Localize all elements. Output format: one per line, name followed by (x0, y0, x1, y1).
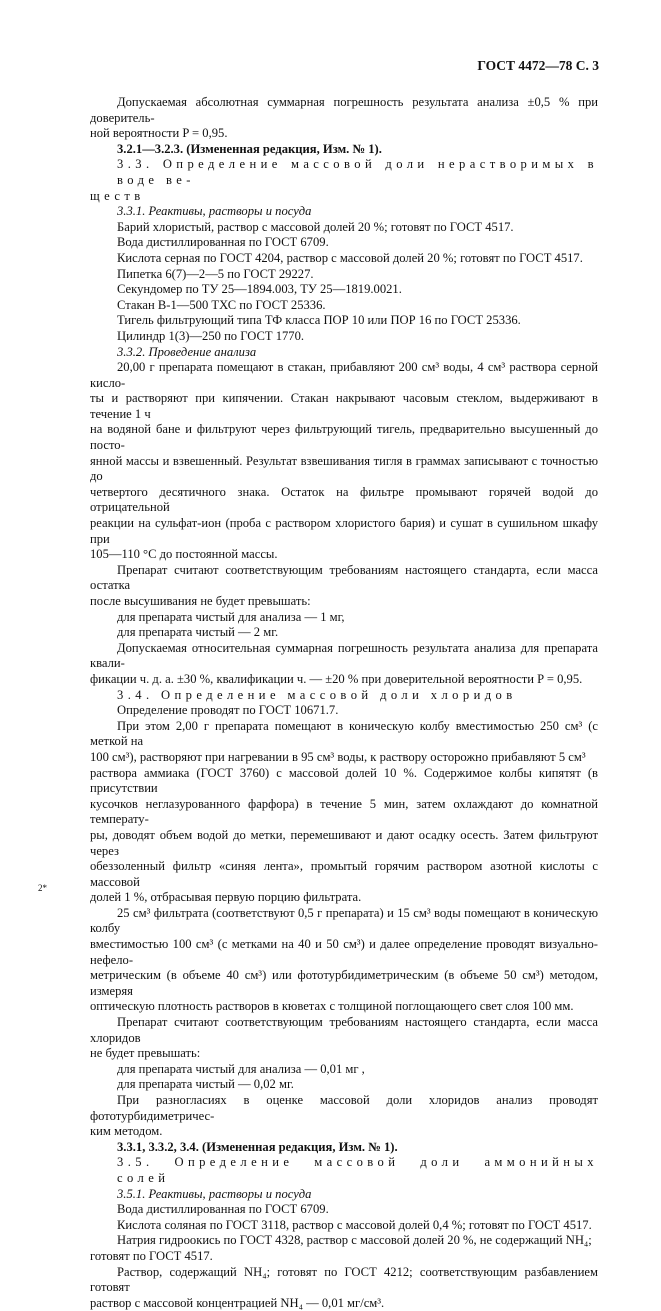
text-line: на водяной бане и фильтруют через фильтрующий тигель, предварительно высушенный до посто- (90, 422, 598, 453)
section-heading: 3.4. Определение массовой доли хлоридов (117, 687, 517, 702)
section-heading: 3.5. Определение массовой доли аммонийных солей (117, 1155, 598, 1185)
subsection-heading: 3.3.2. Проведение анализа (117, 344, 257, 359)
text-line: Секундомер по ТУ 25—1894.003, ТУ 25—1819.0021. (117, 282, 402, 297)
text-line: Кислота соляная по ГОСТ 3118, раствор с массовой долей 0,4 %; готовят по ГОСТ 4517. (117, 1217, 592, 1232)
text-line: четвертого десятичного знака. Остаток на фильтре промывают горячей водой до отрицательной (90, 484, 598, 515)
text-line: 105—110 °С до постоянной массы. (90, 547, 278, 562)
text-line: раствор с массовой концентрацией NH₄ — 0,01 мг/см³. (90, 1295, 385, 1310)
text-line: ры, доводят объем водой до метки, перемешивают и дают осадку осесть. Затем фильтруют через (90, 827, 598, 858)
text-line: для препарата чистый — 2 мг. (117, 625, 279, 640)
text-line: Препарат считают соответствующим требованиям настоящего стандарта, если масса остатка (90, 562, 598, 593)
text-line: вместимостью 100 см³ (с метками на 40 и 50 см³) и далее определение проводят визуально-нефело- (90, 937, 598, 967)
text-line: готовят по ГОСТ 4517. (90, 1248, 213, 1263)
text-line: для препарата чистый для анализа — 0,01 мг , (117, 1061, 365, 1076)
text-line: Натрия гидроокись по ГОСТ 4328, раствор с массовой долей 20 %, не содержащий NH₄; (117, 1233, 592, 1248)
text-line: долей 1 %, отбрасывая первую порцию фильтрата. (90, 890, 362, 905)
text-line: Пипетка 6(7)—2—5 по ГОСТ 29227. (117, 266, 314, 281)
text-line: 25 см³ фильтрата (соответствуют 0,5 г препарата) и 15 см³ воды помещают в коническую колбу (90, 905, 598, 936)
text-line: Допускаемая относительная суммарная погрешность результата анализа для препарата квали- (90, 640, 598, 671)
text-line: кусочков неглазурованного фарфора) в течение 5 мин, затем охлаждают до комнатной температу- (90, 796, 598, 827)
page-footer-mark: 2* (38, 883, 47, 893)
subsection-heading: 3.3.1. Реактивы, растворы и посуда (117, 204, 312, 219)
text-line: 100 см³), растворяют при нагревании в 95 см³ воды, к раствору осторожно прибавляют 5 см³ (90, 749, 586, 764)
text-line: 20,00 г препарата помещают в стакан, прибавляют 200 см³ воды, 4 см³ раствора серной кисло- (90, 360, 598, 390)
text-line: ной вероятности P = 0,95. (90, 126, 228, 141)
text-line: ты и растворяют при кипячении. Стакан накрывают часовым стеклом, выдерживают в течение 1 ч (90, 391, 598, 421)
text-line: При разногласиях в оценке массовой доли хлоридов анализ проводят фототурбидиметричес- (90, 1093, 598, 1123)
text-line: Кислота серная по ГОСТ 4204, раствор с массовой долей 20 %; готовят по ГОСТ 4517. (117, 250, 583, 265)
text-line: Вода дистиллированная по ГОСТ 6709. (117, 235, 329, 250)
text-line: Раствор, содержащий NH₄; готовят по ГОСТ 4212; соответствующим разбавлением готовят (90, 1264, 598, 1295)
text-line: обеззоленный фильтр «синяя лента», промытый горячим раствором азотной кислоты с массовой (90, 859, 598, 889)
text-line: реакции на сульфат-ион (проба с раствором хлористого бария) и сушат в сушильном шкафу при (90, 516, 598, 546)
document-body (90, 95, 598, 1311)
subsection-heading: 3.5.1. Реактивы, растворы и посуда (117, 1186, 312, 1201)
section-heading: 3.3. Определение массовой доли нерастворимых в воде ве- (117, 157, 598, 187)
text-line: Стакан В-1—500 ТХС по ГОСТ 25336. (117, 297, 326, 312)
text-line: При этом 2,00 г препарата помещают в коническую колбу вместимостью 250 см³ (с меткой на (90, 718, 598, 749)
text-line: оптическую плотность растворов в кюветах с толщиной поглощающего свет слоя 100 мм. (90, 999, 574, 1014)
text-line: Препарат считают соответствующим требованиям настоящего стандарта, если масса хлоридов (90, 1015, 598, 1045)
text-line: ким методом. (90, 1124, 163, 1139)
text-line: после высушивания не будет превышать: (90, 594, 311, 608)
text-line: Вода дистиллированная по ГОСТ 6709. (117, 1202, 329, 1217)
text-line: Барий хлористый, раствор с массовой долей 20 %; готовят по ГОСТ 4517. (117, 219, 514, 234)
text-line: янной массы и взвешенный. Результат взвешивания тигля в граммах записывают с точностью до (90, 453, 598, 484)
text-line: метрическим (в объеме 40 см³) или фототурбидиметрическим (в объеме 50 см³) методом, измеряя (90, 968, 598, 998)
text-line: не будет превышать: (90, 1046, 201, 1061)
text-line: раствора аммиака (ГОСТ 3760) с массовой долей 10 %. Содержимое колбы кипятят (в присутствии (90, 765, 598, 796)
text-line: Цилиндр 1(3)—250 по ГОСТ 1770. (117, 328, 305, 343)
amendment-note: 3.2.1—3.2.3. (Измененная редакция, Изм. № 1). (117, 141, 382, 156)
text-line: фикации ч. д. а. ±30 %, квалификации ч. — ±20 % при доверительной вероятности P = 0,95. (90, 671, 583, 686)
text-line: для препарата чистый для анализа — 1 мг, (117, 609, 345, 624)
text-line: Допускаемая абсолютная суммарная погрешность результата анализа ±0,5 % при доверитель- (90, 95, 598, 125)
text-line: для препарата чистый — 0,02 мг. (117, 1077, 294, 1092)
text-line: Тигель фильтрующий типа ТФ класса ПОР 10 или ПОР 16 по ГОСТ 25336. (117, 313, 521, 328)
section-heading: ществ (90, 188, 145, 203)
page-header: ГОСТ 4472—78 С. 3 (477, 58, 599, 73)
amendment-note: 3.3.1, 3.3.2, 3.4. (Измененная редакция, Изм. № 1). (117, 1139, 398, 1154)
text-line: Определение проводят по ГОСТ 10671.7. (117, 703, 339, 718)
